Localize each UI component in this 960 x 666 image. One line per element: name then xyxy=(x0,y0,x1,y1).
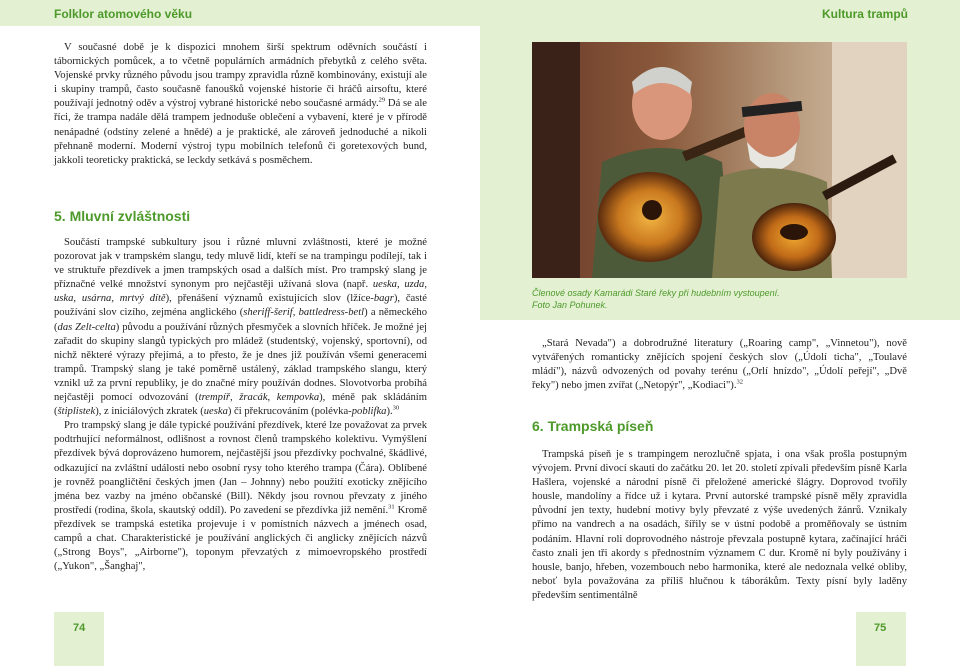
footnote-ref-32: 32 xyxy=(736,378,743,386)
footnote-ref-30: 30 xyxy=(392,404,400,412)
body-block-slang xyxy=(54,236,427,574)
section-heading-5: 5. Mluvní zvláštnosti xyxy=(54,208,191,224)
body-block-names xyxy=(532,337,907,393)
paragraph-names-cont: „Stará Nevada") a dobrodružné literatury („Roaring camp", „Vinnetou"), nově vytvářených romanticky znějících spojení českých slov („Údolí ticha", „Toulavé mládí"), názvů odvozených od povahy terénu („Orlí hnízdo", „Údolí peřejí", „Dvě řeky") nebo jmen zvířat („Netopýr", „Kodiaci").$^{32}$ xyxy=(532,338,907,392)
footnote-ref-31: 31 xyxy=(388,503,395,511)
paragraph-song: Trampská píseň je s trampingem nerozlučně spjata, i ona však prošla postupným vývojem. První divocí skauti do začátku 20. let 20. století zpívali především písně Karla Hašlera, vojenské a národní písně či přeložené americké šlágry. Doprovod tvořily housle, mandolíny a řídce už i kytara. První autorské trampské písně měly zpravidla původní jen texty, hudební motivy byly převzaté z výše uvedených žánrů. Vznikaly přímo na vandrech a na osadách, šířily se v ústní podobě a proměňovaly se ústním podáním. Hlavní roli doprovodného nástroje převzala postupně kytara, začínající hráči často znali jen tři akordy s přednostním významem C dur. Kromě ní byly používány i housle, banjo, hřeben, vozembouch nebo harmonika, které ale nedoznala velké obliby, neboť byla považována za příliš hlučnou k táborákům. Texty písní byly laděny především sentimentálně xyxy=(532,449,907,601)
running-title-right: Kultura trampů xyxy=(821,7,908,21)
page-number-left: 74 xyxy=(73,622,86,634)
section-heading-6: 6. Trampská píseň xyxy=(532,418,654,434)
right-page xyxy=(480,0,960,666)
folio-bar-right xyxy=(856,612,906,666)
folio-bar-left xyxy=(54,612,104,666)
page-number-right: 75 xyxy=(874,622,887,634)
footnote-ref-29: 29 xyxy=(378,96,386,104)
photo-illustration xyxy=(532,42,907,278)
body-block-song xyxy=(532,448,907,603)
photo-caption: Členové osady Kamarádi Staré řeky při hudebním vystoupení. Foto Jan Pohunek. xyxy=(532,288,780,310)
running-title-left: Folklor atomového věku xyxy=(54,7,193,21)
paragraph-nicknames: Pro trampský slang je dále typické používání přezdívek, které lze považovat za prvek podtrhující neformálnost, odlišnost a rovnost členů trampského kolektivu. Vymýšlení přezdívek bývá doprovázeno humorem, nejčastější jsou přezdívky pochvalné, škádlivé, odkazující na zvláštní události nebo osobní rysy toho kterého trampa (Čára). Oblíbené je rovněž poangličtění českých jmen (Jan – Johnny) nebo použití exoticky znějícího jména bez vazby na jméno občanské (Bill). Někdy jsou rovnou převzaty z jiného prostředí (rodina, škola, skautský oddíl). Po zavedení se přezdívka již nemění.$^{31}$ Kromě přezdívek se trampská estetika projevuje i v pomístních názvech a jménech osad, campů a chat. Charakteristické je používání anglických či anglicky znějících názvů („Strong Boys", „Airborne"), toponym převzatých z mimoevropského prostředí („Yukon", „Šanghaj", xyxy=(54,420,427,573)
paragraph-slang: Součástí trampské subkultury jsou i různé mluvní zvláštnosti, které je možné pozorovat jak v trampském slangu, tedy mluvě lidí, kteří se na trampingu podílejí, tak i ve struktuře přezdívek a jmen trampských osad a dalších míst. Pro trampský slang je příznačné velké množství synonym pro nejčastěji užívaná slova (např. ueska, uzda, uska, usárna, mrtvý dítě), přenášení významů existujících slov (lžíce-bagr), časté používání slov cizího, zejména anglického (sheriff-šerif, battledress-betl) a německého (das Zelt-celta) původu a používání různých přesmyček a slovních hříček. Je možné jej zařadit do skupiny slangů typických pro mládež (studentský, vojenský, sportovní), od nichž některé výrazy přejímá, a to přesto, že je dnes již používán všemi generacemi trampů. Trampský slang je také poměrně ustálený, základ trampského slangu, který vznikl už za první republiky, je do značné míry používán dodnes. Slovotvorba probíhá nejčastěji pomocí odvozování (trempíř, žracák, kempovka), méně pak skládáním (štiplistek), z iniciálových zkratek (ueska) či překrucováním (polévka-poblifka).$^{30}$ xyxy=(54,237,428,418)
body-block-top xyxy=(54,41,427,168)
paragraph-equipment: V současné době je k dispozici mnohem širší spektrum oděvních součástí i tábornických pomůcek, a to včetně populárních armádních přebytků z celého světa. Vojenské prvky různého původu jsou trampy zpravidla různě kombinovány, existují ale i skupiny trampů, často současně fanoušků vojenské historie či hráčů airsoftu, které používají jednotný oděv a výstroj vybrané historické nebo současné armády.$^{29}$ Dá se ale říci, že trampa nadále dělá trampem jednoduše oblečení a vybavení, které je v přírodě nenápadné (odstíny zelené a hnědé) a je praktické, ale zároveň jednoduché a nikoli přehnaně moderní. Moderní výstroj typu mobilních telefonů či goretexových bund, jakkoli teoreticky praktická, se leckdy setkává s posměchem. xyxy=(54,42,427,166)
photo-two-guitarists xyxy=(532,42,907,278)
